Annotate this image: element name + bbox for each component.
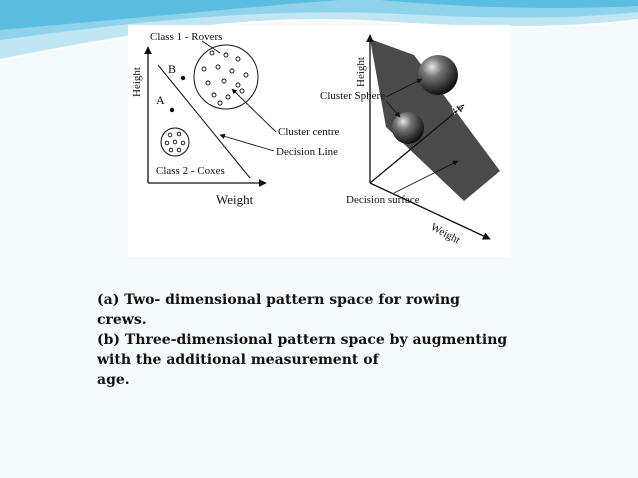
figure-a xyxy=(131,31,340,207)
cluster-sphere-small xyxy=(392,112,424,144)
y-axis-label-b: Height xyxy=(355,57,367,87)
cluster-sphere-label: Cluster Sphere xyxy=(320,90,386,102)
x-axis-label-b: Weight xyxy=(428,221,463,247)
cluster-centre-arrow xyxy=(232,89,276,132)
caption-line-5: age. xyxy=(97,372,130,388)
class1-cluster-circle xyxy=(194,45,258,109)
pattern-space-diagram xyxy=(128,25,510,257)
decision-line xyxy=(158,65,250,178)
decision-line-label: Decision Line xyxy=(276,146,339,158)
point-b xyxy=(181,76,185,80)
class1-label: Class 1 - Rovers xyxy=(150,31,223,43)
x-axis-label-a: Weight xyxy=(216,192,254,207)
y-axis-label-a: Height xyxy=(131,67,143,97)
class1-samples xyxy=(202,51,248,105)
class2-samples xyxy=(165,132,185,152)
figure-caption xyxy=(97,290,517,390)
age-axis-label: Age xyxy=(447,96,470,118)
caption-line-3: (b) Three-dimensional pattern space by augmenting xyxy=(97,332,508,348)
point-a-label: A xyxy=(156,93,165,107)
point-a xyxy=(170,108,174,112)
pattern-space-figure xyxy=(128,25,510,257)
cluster-centre-label: Cluster centre xyxy=(278,126,340,138)
caption-line-2: crews. xyxy=(97,312,147,328)
caption-line-1: (a) Two- dimensional pattern space for rowing xyxy=(97,292,460,308)
cluster-sphere-large xyxy=(418,55,458,95)
class2-label: Class 2 - Coxes xyxy=(156,165,225,177)
point-b-label: B xyxy=(168,62,177,76)
figure-b xyxy=(320,35,500,246)
caption-line-4: with the additional measurement of xyxy=(97,352,379,368)
decision-surface-label: Decision surface xyxy=(346,194,420,206)
decision-line-arrow xyxy=(220,135,274,151)
